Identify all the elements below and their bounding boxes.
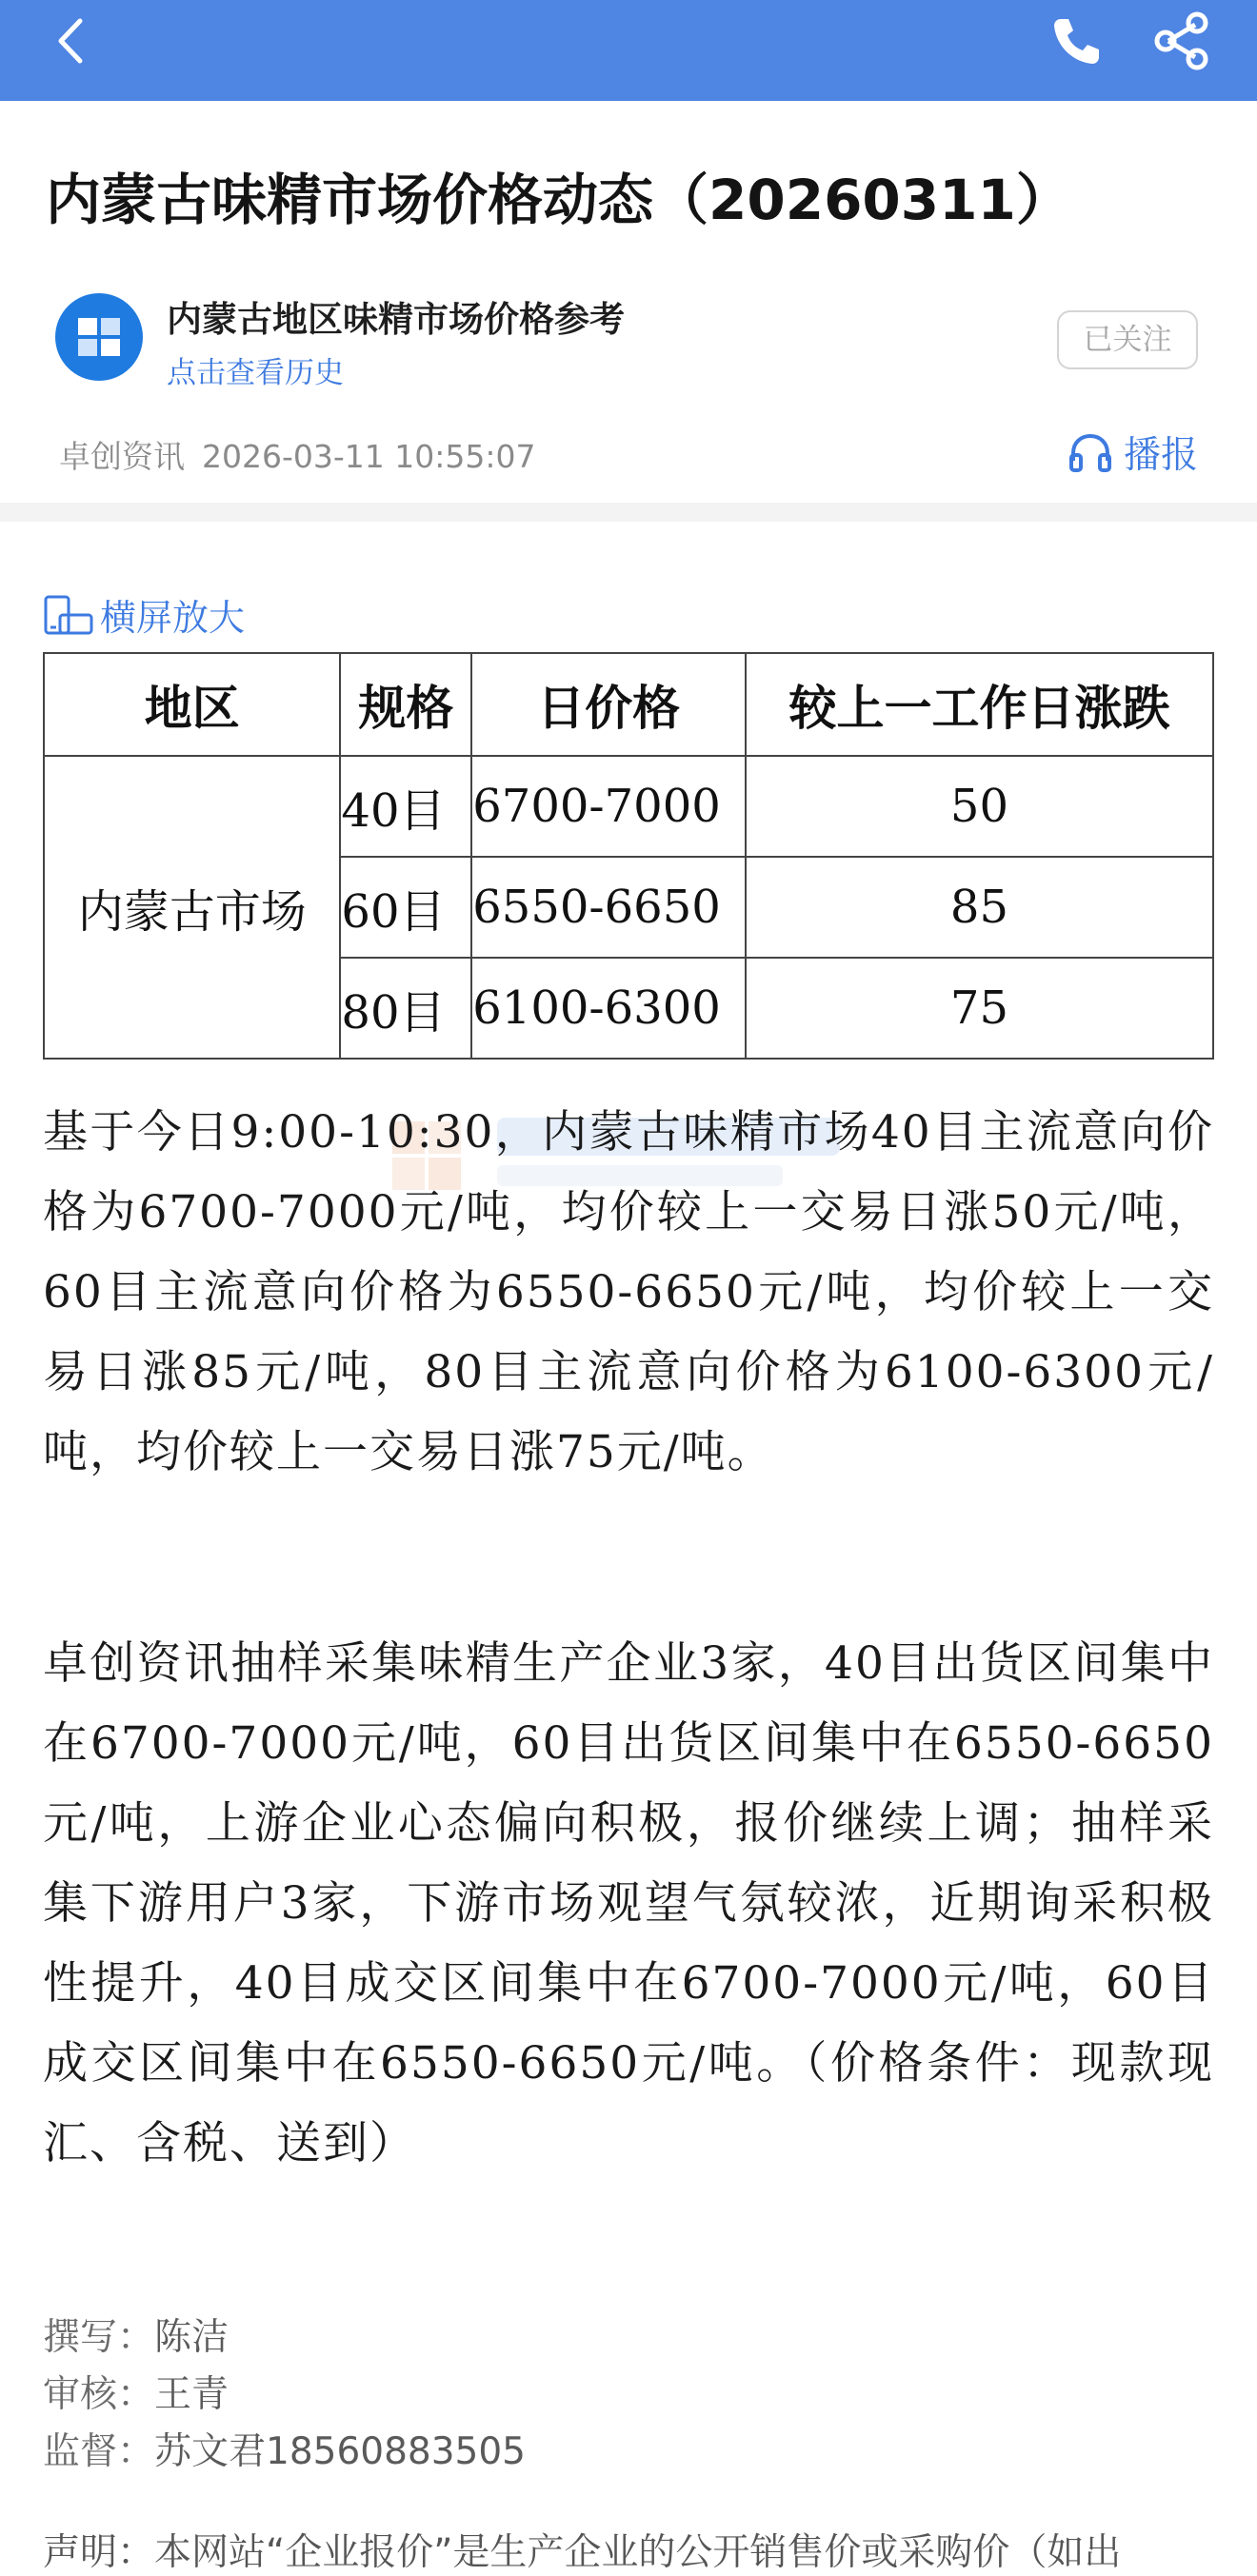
credit-author: 撰写：陈洁 <box>43 2316 229 2359</box>
share-icon[interactable] <box>1152 11 1211 70</box>
header-region: 地区 <box>44 653 340 756</box>
header-change: 较上一工作日涨跌 <box>746 653 1213 756</box>
spec-cell: 80目 <box>340 958 471 1059</box>
disclaimer: 声明：本网站“企业报价”是生产企业的公开销售价或采购价（如出 <box>43 2531 1122 2574</box>
price-cell: 6550-6650 <box>471 857 746 958</box>
history-link[interactable]: 点击查看历史 <box>167 356 344 390</box>
landscape-zoom-button[interactable] <box>43 588 246 639</box>
chevron-left-icon[interactable] <box>48 17 95 65</box>
broadcast-button[interactable] <box>1068 426 1198 475</box>
price-cell: 6700-7000 <box>471 756 746 857</box>
grid-logo-icon <box>55 293 143 381</box>
credit-supervisor: 监督：苏文君18560883505 <box>43 2430 526 2473</box>
table-header-row <box>44 653 1213 756</box>
change-cell: 85 <box>746 857 1213 958</box>
article-meta <box>59 432 535 477</box>
header-spec: 规格 <box>340 653 471 756</box>
credits <box>43 2309 526 2481</box>
spec-cell: 60目 <box>340 857 471 958</box>
region-cell: 内蒙古市场 <box>44 756 340 1059</box>
source-name[interactable]: 内蒙古地区味精市场价格参考 <box>167 299 625 340</box>
source-logo[interactable] <box>55 293 143 381</box>
top-bar <box>0 0 1257 101</box>
spec-cell: 40目 <box>340 756 471 857</box>
header-daily-price: 日价格 <box>471 653 746 756</box>
rotate-screen-icon <box>43 594 94 636</box>
publisher: 卓创资讯 <box>59 438 185 475</box>
phone-icon[interactable] <box>1048 13 1105 70</box>
price-cell: 6100-6300 <box>471 958 746 1059</box>
change-cell: 50 <box>746 756 1213 857</box>
paragraph: 基于今日9:00-10:30，内蒙古味精市场40目主流意向价格为6700-7000元/吨，均价较上一交易日涨50元/吨，60目主流意向价格为6550-6650元/吨，均价较上一交易日涨85元/吨，80目主流意向价格为6100-6300元/吨，均价较上一交易日涨75元/吨。 <box>43 1106 1214 1478</box>
follow-button[interactable]: 已关注 <box>1057 310 1198 369</box>
credit-reviewer: 审核：王青 <box>43 2373 229 2416</box>
landscape-label: 横屏放大 <box>100 597 246 639</box>
paragraph: 卓创资讯抽样采集味精生产企业3家，40目出货区间集中在6700-7000元/吨，60目出货区间集中在6550-6650元/吨，上游企业心态偏向积极，报价继续上调；抽样采集下游用户3家，下游市场观望气氛较浓，近期询采积极性提升，40目成交区间集中在6700-7000元/吨，60目成交区间集中在6550-6650元/吨。（价格条件：现款现汇、含税、送到） <box>43 1637 1214 2170</box>
change-cell: 75 <box>746 958 1213 1059</box>
table-row <box>44 756 1213 857</box>
headphones-icon <box>1068 432 1112 472</box>
price-table <box>43 652 1214 1060</box>
publish-datetime: 2026-03-11 10:55:07 <box>202 438 536 475</box>
section-divider <box>0 503 1257 522</box>
broadcast-label: 播报 <box>1124 434 1199 477</box>
article-title: 内蒙古味精市场价格动态（20260311） <box>46 168 1071 232</box>
